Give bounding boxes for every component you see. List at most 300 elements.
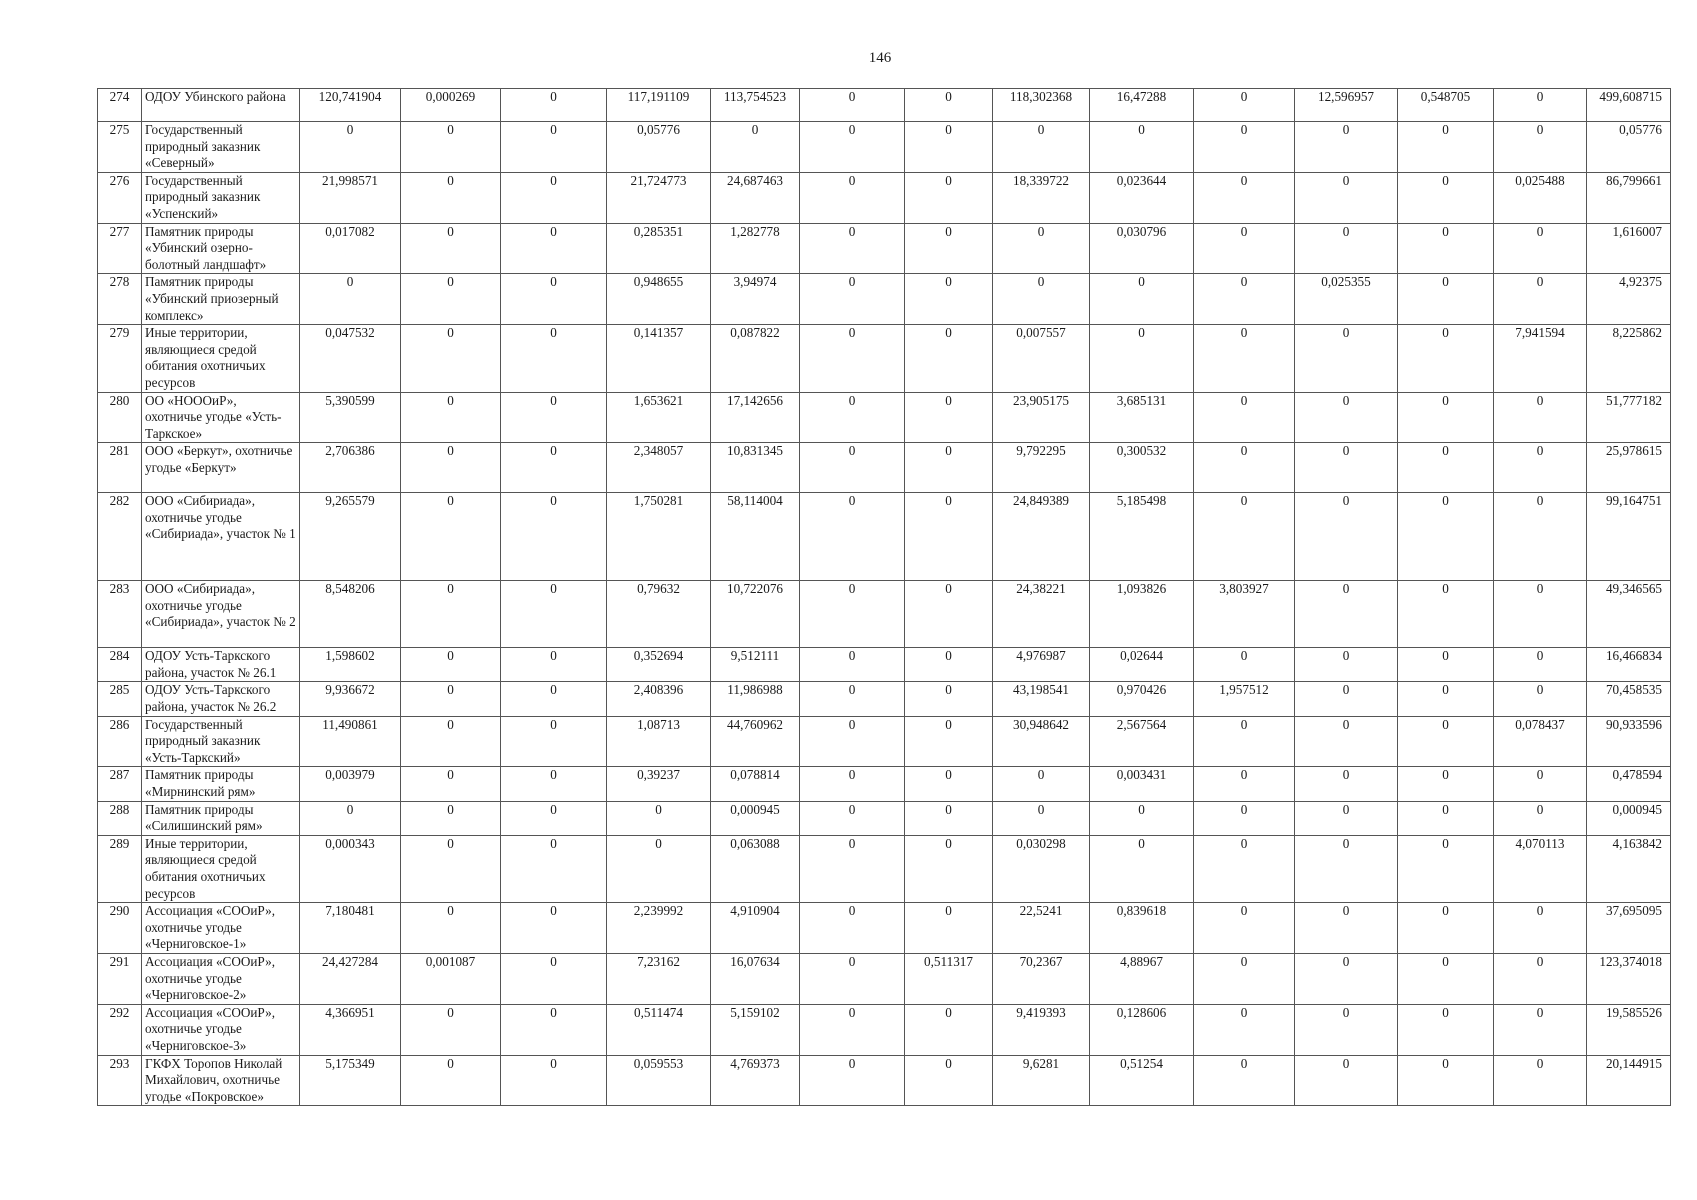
value-cell: 0 — [1494, 801, 1587, 835]
value-cell: 0 — [800, 581, 905, 648]
value-cell: 0 — [905, 392, 993, 443]
value-cell: 0 — [905, 274, 993, 325]
value-cell: 0 — [1494, 581, 1587, 648]
value-cell: 12,596957 — [1295, 89, 1398, 122]
territory-name-cell: Иные территории, являющиеся средой обитания охотничьих ресурсов — [142, 835, 300, 902]
value-cell: 0 — [1494, 903, 1587, 954]
value-cell: 0 — [905, 1055, 993, 1106]
value-cell: 0 — [501, 122, 607, 173]
territory-name-cell: ОДОУ Усть-Таркского района, участок № 26.1 — [142, 648, 300, 682]
row-number-cell: 288 — [98, 801, 142, 835]
value-cell: 5,390599 — [300, 392, 401, 443]
value-cell: 0 — [1494, 274, 1587, 325]
value-cell: 0 — [501, 172, 607, 223]
territory-name-cell: Иные территории, являющиеся средой обитания охотничьих ресурсов — [142, 325, 300, 392]
value-cell: 0 — [905, 903, 993, 954]
value-cell: 113,754523 — [711, 89, 800, 122]
value-cell: 0 — [800, 325, 905, 392]
value-cell: 0 — [501, 1004, 607, 1055]
table-row — [98, 581, 1671, 648]
value-cell: 0,003979 — [300, 767, 401, 801]
table-row — [98, 1055, 1671, 1106]
value-cell: 0 — [1295, 1004, 1398, 1055]
value-cell: 0 — [993, 801, 1090, 835]
value-cell: 0 — [1194, 801, 1295, 835]
value-cell: 0 — [401, 392, 501, 443]
value-cell: 0 — [905, 223, 993, 274]
value-cell: 16,07634 — [711, 953, 800, 1004]
value-cell: 0 — [401, 223, 501, 274]
value-cell: 0 — [1194, 648, 1295, 682]
value-cell: 0 — [501, 682, 607, 716]
value-cell: 8,225862 — [1587, 325, 1671, 392]
value-cell: 0,000945 — [1587, 801, 1671, 835]
value-cell: 0 — [905, 325, 993, 392]
value-cell: 499,608715 — [1587, 89, 1671, 122]
value-cell: 0,970426 — [1090, 682, 1194, 716]
value-cell: 0,141357 — [607, 325, 711, 392]
value-cell: 1,750281 — [607, 493, 711, 581]
row-number-cell: 292 — [98, 1004, 142, 1055]
table-row — [98, 903, 1671, 954]
value-cell: 0 — [607, 835, 711, 902]
value-cell: 22,5241 — [993, 903, 1090, 954]
value-cell: 0,025355 — [1295, 274, 1398, 325]
value-cell: 0 — [1295, 172, 1398, 223]
value-cell: 11,986988 — [711, 682, 800, 716]
value-cell: 7,23162 — [607, 953, 711, 1004]
value-cell: 0 — [1398, 648, 1494, 682]
table-row — [98, 801, 1671, 835]
value-cell: 0 — [800, 223, 905, 274]
value-cell: 0 — [1494, 767, 1587, 801]
value-cell: 90,933596 — [1587, 716, 1671, 767]
value-cell: 9,265579 — [300, 493, 401, 581]
value-cell: 0 — [1295, 493, 1398, 581]
value-cell: 4,910904 — [711, 903, 800, 954]
value-cell: 0 — [905, 493, 993, 581]
value-cell: 0 — [905, 1004, 993, 1055]
value-cell: 24,38221 — [993, 581, 1090, 648]
value-cell: 0,300532 — [1090, 443, 1194, 493]
value-cell: 5,175349 — [300, 1055, 401, 1106]
value-cell: 0,078814 — [711, 767, 800, 801]
value-cell: 21,998571 — [300, 172, 401, 223]
value-cell: 0 — [1295, 122, 1398, 173]
table-row — [98, 223, 1671, 274]
value-cell: 0 — [800, 1055, 905, 1106]
value-cell: 0,511317 — [905, 953, 993, 1004]
value-cell: 0 — [905, 172, 993, 223]
value-cell: 0 — [1398, 767, 1494, 801]
value-cell: 0 — [800, 953, 905, 1004]
value-cell: 0 — [1398, 122, 1494, 173]
value-cell: 16,47288 — [1090, 89, 1194, 122]
value-cell: 1,093826 — [1090, 581, 1194, 648]
value-cell: 58,114004 — [711, 493, 800, 581]
territory-name-cell: ОДОУ Убинского района — [142, 89, 300, 122]
value-cell: 0 — [1194, 835, 1295, 902]
value-cell: 0 — [1398, 903, 1494, 954]
value-cell: 51,777182 — [1587, 392, 1671, 443]
value-cell: 0 — [401, 716, 501, 767]
table-row — [98, 392, 1671, 443]
territory-name-cell: Государственный природный заказник «Успенский» — [142, 172, 300, 223]
value-cell: 0,548705 — [1398, 89, 1494, 122]
value-cell: 0,047532 — [300, 325, 401, 392]
value-cell: 0 — [1090, 274, 1194, 325]
value-cell: 0 — [1194, 122, 1295, 173]
value-cell: 0 — [1494, 89, 1587, 122]
table-row — [98, 493, 1671, 581]
table-row — [98, 835, 1671, 902]
value-cell: 0 — [1494, 443, 1587, 493]
value-cell: 0 — [1398, 835, 1494, 902]
value-cell: 0,285351 — [607, 223, 711, 274]
value-cell: 0 — [501, 581, 607, 648]
value-cell: 0 — [1295, 767, 1398, 801]
value-cell: 0 — [1295, 682, 1398, 716]
value-cell: 0 — [800, 767, 905, 801]
value-cell: 0 — [993, 274, 1090, 325]
value-cell: 0,007557 — [993, 325, 1090, 392]
territory-name-cell: Ассоциация «СООиР», охотничье угодье «Черниговское-3» — [142, 1004, 300, 1055]
value-cell: 0 — [401, 682, 501, 716]
value-cell: 0 — [501, 223, 607, 274]
value-cell: 1,598602 — [300, 648, 401, 682]
value-cell: 4,769373 — [711, 1055, 800, 1106]
value-cell: 0 — [800, 903, 905, 954]
value-cell: 0,511474 — [607, 1004, 711, 1055]
row-number-cell: 275 — [98, 122, 142, 173]
value-cell: 0 — [1295, 953, 1398, 1004]
value-cell: 70,458535 — [1587, 682, 1671, 716]
value-cell: 0 — [501, 716, 607, 767]
value-cell: 4,976987 — [993, 648, 1090, 682]
table-row — [98, 325, 1671, 392]
value-cell: 0 — [905, 716, 993, 767]
value-cell: 123,374018 — [1587, 953, 1671, 1004]
value-cell: 0,000343 — [300, 835, 401, 902]
value-cell: 0 — [501, 89, 607, 122]
value-cell: 0 — [1398, 1055, 1494, 1106]
value-cell: 0 — [800, 1004, 905, 1055]
value-cell: 0 — [711, 122, 800, 173]
value-cell: 43,198541 — [993, 682, 1090, 716]
territory-name-cell: ГКФХ Торопов Николай Михайлович, охотничье угодье «Покровское» — [142, 1055, 300, 1106]
value-cell: 0 — [1194, 903, 1295, 954]
value-cell: 18,339722 — [993, 172, 1090, 223]
value-cell: 0 — [993, 767, 1090, 801]
value-cell: 0,030796 — [1090, 223, 1194, 274]
value-cell: 2,706386 — [300, 443, 401, 493]
value-cell: 2,348057 — [607, 443, 711, 493]
value-cell: 24,427284 — [300, 953, 401, 1004]
value-cell: 0 — [1194, 325, 1295, 392]
value-cell: 118,302368 — [993, 89, 1090, 122]
value-cell: 0 — [1295, 443, 1398, 493]
value-cell: 0 — [501, 835, 607, 902]
row-number-cell: 282 — [98, 493, 142, 581]
value-cell: 0,087822 — [711, 325, 800, 392]
value-cell: 0 — [300, 122, 401, 173]
value-cell: 8,548206 — [300, 581, 401, 648]
value-cell: 1,653621 — [607, 392, 711, 443]
value-cell: 0 — [1194, 443, 1295, 493]
territory-name-cell: Государственный природный заказник «Усть-Таркский» — [142, 716, 300, 767]
value-cell: 0 — [1494, 682, 1587, 716]
table-row — [98, 716, 1671, 767]
value-cell: 0 — [1295, 835, 1398, 902]
value-cell: 0 — [1398, 953, 1494, 1004]
value-cell: 23,905175 — [993, 392, 1090, 443]
value-cell: 24,849389 — [993, 493, 1090, 581]
row-number-cell: 289 — [98, 835, 142, 902]
value-cell: 0 — [1194, 392, 1295, 443]
value-cell: 0,000945 — [711, 801, 800, 835]
value-cell: 0 — [1494, 122, 1587, 173]
value-cell: 5,159102 — [711, 1004, 800, 1055]
row-number-cell: 286 — [98, 716, 142, 767]
value-cell: 0 — [1090, 835, 1194, 902]
table-row — [98, 89, 1671, 122]
value-cell: 0 — [905, 443, 993, 493]
value-cell: 0 — [401, 835, 501, 902]
territory-name-cell: Памятник природы «Силишинский рям» — [142, 801, 300, 835]
value-cell: 0 — [501, 1055, 607, 1106]
page-number: 146 — [868, 50, 892, 66]
value-cell: 9,792295 — [993, 443, 1090, 493]
table-row — [98, 767, 1671, 801]
value-cell: 0 — [1194, 716, 1295, 767]
row-number-cell: 281 — [98, 443, 142, 493]
territory-name-cell: ООО «Беркут», охотничье угодье «Беркут» — [142, 443, 300, 493]
value-cell: 99,164751 — [1587, 493, 1671, 581]
row-number-cell: 274 — [98, 89, 142, 122]
value-cell: 0,79632 — [607, 581, 711, 648]
value-cell: 0 — [501, 274, 607, 325]
value-cell: 86,799661 — [1587, 172, 1671, 223]
value-cell: 0 — [501, 392, 607, 443]
territory-name-cell: ООО «Сибириада», охотничье угодье «Сибириада», участок № 2 — [142, 581, 300, 648]
territory-name-cell: Ассоциация «СООиР», охотничье угодье «Черниговское-1» — [142, 903, 300, 954]
value-cell: 1,282778 — [711, 223, 800, 274]
value-cell: 3,94974 — [711, 274, 800, 325]
value-cell: 0 — [501, 801, 607, 835]
value-cell: 0 — [401, 767, 501, 801]
table-row — [98, 1004, 1671, 1055]
value-cell: 0 — [905, 767, 993, 801]
value-cell: 17,142656 — [711, 392, 800, 443]
value-cell: 0,059553 — [607, 1055, 711, 1106]
value-cell: 0,030298 — [993, 835, 1090, 902]
value-cell: 0 — [1194, 89, 1295, 122]
value-cell: 0 — [401, 274, 501, 325]
value-cell: 10,722076 — [711, 581, 800, 648]
value-cell: 0 — [1398, 274, 1494, 325]
value-cell: 0 — [800, 274, 905, 325]
value-cell: 7,941594 — [1494, 325, 1587, 392]
value-cell: 0,478594 — [1587, 767, 1671, 801]
value-cell: 0 — [1194, 223, 1295, 274]
value-cell: 0 — [501, 767, 607, 801]
table-row — [98, 443, 1671, 493]
value-cell: 0 — [1494, 1055, 1587, 1106]
value-cell: 7,180481 — [300, 903, 401, 954]
value-cell: 0,063088 — [711, 835, 800, 902]
row-number-cell: 279 — [98, 325, 142, 392]
value-cell: 0 — [300, 801, 401, 835]
data-table — [97, 88, 1671, 1106]
value-cell: 9,512111 — [711, 648, 800, 682]
table-row — [98, 122, 1671, 173]
row-number-cell: 283 — [98, 581, 142, 648]
value-cell: 0,078437 — [1494, 716, 1587, 767]
value-cell: 2,239992 — [607, 903, 711, 954]
value-cell: 3,803927 — [1194, 581, 1295, 648]
value-cell: 70,2367 — [993, 953, 1090, 1004]
table-row — [98, 682, 1671, 716]
value-cell: 0 — [401, 903, 501, 954]
value-cell: 19,585526 — [1587, 1004, 1671, 1055]
value-cell: 0 — [800, 682, 905, 716]
value-cell: 0 — [300, 274, 401, 325]
value-cell: 0 — [501, 648, 607, 682]
value-cell: 0 — [800, 835, 905, 902]
value-cell: 4,163842 — [1587, 835, 1671, 902]
value-cell: 0 — [1494, 392, 1587, 443]
value-cell: 49,346565 — [1587, 581, 1671, 648]
value-cell: 0 — [905, 648, 993, 682]
value-cell: 0 — [1295, 392, 1398, 443]
value-cell: 0,352694 — [607, 648, 711, 682]
territory-name-cell: Ассоциация «СООиР», охотничье угодье «Черниговское-2» — [142, 953, 300, 1004]
value-cell: 24,687463 — [711, 172, 800, 223]
value-cell: 0 — [800, 172, 905, 223]
value-cell: 0 — [1194, 953, 1295, 1004]
value-cell: 0 — [1398, 172, 1494, 223]
value-cell: 0 — [1194, 1055, 1295, 1106]
value-cell: 0 — [401, 443, 501, 493]
value-cell: 37,695095 — [1587, 903, 1671, 954]
value-cell: 0 — [1194, 274, 1295, 325]
value-cell: 0,001087 — [401, 953, 501, 1004]
value-cell: 0 — [1398, 392, 1494, 443]
value-cell: 0,000269 — [401, 89, 501, 122]
value-cell: 0,02644 — [1090, 648, 1194, 682]
value-cell: 2,567564 — [1090, 716, 1194, 767]
value-cell: 0,025488 — [1494, 172, 1587, 223]
value-cell: 4,070113 — [1494, 835, 1587, 902]
value-cell: 0,023644 — [1090, 172, 1194, 223]
value-cell: 0 — [1494, 953, 1587, 1004]
value-cell: 0 — [1295, 648, 1398, 682]
value-cell: 25,978615 — [1587, 443, 1671, 493]
table-row — [98, 274, 1671, 325]
value-cell: 0 — [1398, 801, 1494, 835]
value-cell: 0 — [501, 493, 607, 581]
row-number-cell: 277 — [98, 223, 142, 274]
value-cell: 0 — [1494, 223, 1587, 274]
value-cell: 3,685131 — [1090, 392, 1194, 443]
value-cell: 0,948655 — [607, 274, 711, 325]
value-cell: 0 — [800, 801, 905, 835]
territory-name-cell: Памятник природы «Убинский приозерный комплекс» — [142, 274, 300, 325]
value-cell: 0 — [501, 325, 607, 392]
value-cell: 0 — [501, 903, 607, 954]
value-cell: 5,185498 — [1090, 493, 1194, 581]
value-cell: 1,957512 — [1194, 682, 1295, 716]
value-cell: 0,128606 — [1090, 1004, 1194, 1055]
row-number-cell: 278 — [98, 274, 142, 325]
value-cell: 0 — [501, 953, 607, 1004]
value-cell: 120,741904 — [300, 89, 401, 122]
value-cell: 0,839618 — [1090, 903, 1194, 954]
value-cell: 0 — [1494, 493, 1587, 581]
value-cell: 117,191109 — [607, 89, 711, 122]
value-cell: 9,6281 — [993, 1055, 1090, 1106]
value-cell: 0 — [401, 325, 501, 392]
value-cell: 0 — [1090, 122, 1194, 173]
row-number-cell: 293 — [98, 1055, 142, 1106]
row-number-cell: 284 — [98, 648, 142, 682]
value-cell: 0 — [1295, 325, 1398, 392]
territory-name-cell: ООО «Сибириада», охотничье угодье «Сибириада», участок № 1 — [142, 493, 300, 581]
value-cell: 0 — [401, 493, 501, 581]
row-number-cell: 276 — [98, 172, 142, 223]
territory-name-cell: Памятник природы «Мирнинский рям» — [142, 767, 300, 801]
value-cell: 9,936672 — [300, 682, 401, 716]
value-cell: 0,003431 — [1090, 767, 1194, 801]
value-cell: 0 — [401, 581, 501, 648]
value-cell: 0 — [905, 89, 993, 122]
row-number-cell: 290 — [98, 903, 142, 954]
value-cell: 0 — [1398, 682, 1494, 716]
value-cell: 0 — [905, 581, 993, 648]
row-number-cell: 280 — [98, 392, 142, 443]
value-cell: 0,51254 — [1090, 1055, 1194, 1106]
value-cell: 4,366951 — [300, 1004, 401, 1055]
value-cell: 0 — [1398, 716, 1494, 767]
value-cell: 0 — [1295, 223, 1398, 274]
value-cell: 0 — [993, 122, 1090, 173]
value-cell: 0 — [607, 801, 711, 835]
value-cell: 0 — [1194, 1004, 1295, 1055]
table-row — [98, 172, 1671, 223]
value-cell: 0,39237 — [607, 767, 711, 801]
value-cell: 2,408396 — [607, 682, 711, 716]
value-cell: 0 — [905, 835, 993, 902]
territory-name-cell: Государственный природный заказник «Северный» — [142, 122, 300, 173]
value-cell: 0 — [800, 122, 905, 173]
territory-name-cell: Памятник природы «Убинский озерно-болотный ландшафт» — [142, 223, 300, 274]
value-cell: 0 — [905, 122, 993, 173]
value-cell: 0 — [800, 493, 905, 581]
value-cell: 0 — [1090, 325, 1194, 392]
value-cell: 0 — [905, 682, 993, 716]
value-cell: 0 — [800, 443, 905, 493]
value-cell: 0 — [1295, 716, 1398, 767]
row-number-cell: 291 — [98, 953, 142, 1004]
value-cell: 0 — [401, 172, 501, 223]
value-cell: 30,948642 — [993, 716, 1090, 767]
value-cell: 0 — [1398, 325, 1494, 392]
value-cell: 20,144915 — [1587, 1055, 1671, 1106]
value-cell: 11,490861 — [300, 716, 401, 767]
value-cell: 0 — [1194, 172, 1295, 223]
value-cell: 4,92375 — [1587, 274, 1671, 325]
value-cell: 0 — [800, 89, 905, 122]
